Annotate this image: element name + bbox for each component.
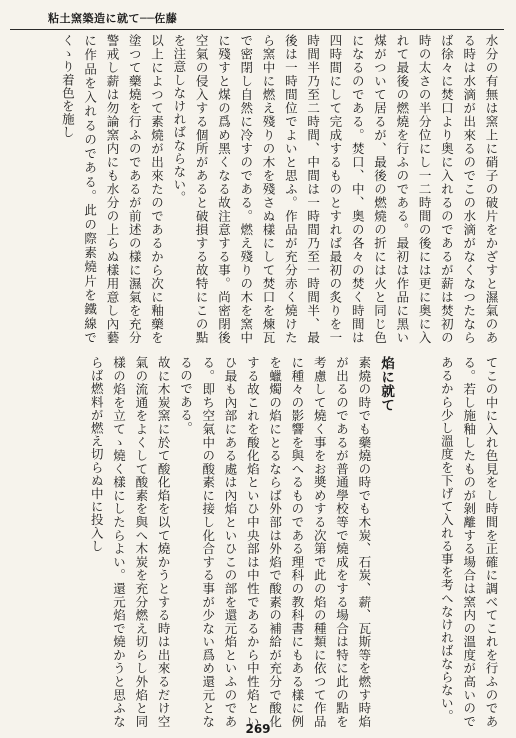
section-heading: 焰に就て [378, 356, 395, 413]
paragraph: 故に木炭窯に於て酸化焰を以て燒かうとする時は出來るだけ空氣の流通をよくして酸素を與へ木炭を充分燃え切らし外焰と同樣の焰を立てゝ燒く樣にしたらよい。還元焰で燒かうと思ふならば燃料が燃え切らぬ中に投入し [89, 356, 172, 728]
page-header [0, 8, 516, 32]
lower-text-block [12, 356, 502, 728]
paragraph: てこの中に入れ色見をし時間を正確に調べてこれを行ふのである。若し施釉したものが剝離する場合は窯内の溫度が高いのであるから少し溫度を下げて入れる事を考へなければならない。 [439, 356, 499, 728]
paragraph: 素燒の時でも藥燒の時でも木炭、石炭、薪、瓦斯等を燃す時焰が出るのであるが普通學校等で燒成をする場合は特に此の點を考慮して燒く事をお奬めする次第で此の焰の種類に依つて作品に種々の影響を與へるものである理科の教科書にもある樣に例を蠟燭の焰にとるならば外部は外焰で酸素の補給が充分で酸化する故これを酸化焰といひ中央部は中性であるから中性焰といひ最も內部にある處は內焰といひこの部を還元焰といふのである。即ち空氣中の酸素に接し化合する事が少ない爲め還元となるのである。 [178, 356, 372, 728]
paragraph: 水分の有無は窯上に硝子の破片をかざすと濕氣のある時は水滴が出來るのでこの水滴がなくなつたならば徐々に焚口より奥に入れるのであるが薪は焚初の時の太さの半分位にし一二時間の後には更に奥に入れて最後の燃燒を行ふのである。最初は作品に黑い煤がついて居るが、最後の燃燒の折には火と同じ色になるのである。焚口、中、奥の各々の焚く時間は四時間にして完成するものとすれば最初の炙りを一時間半乃至二時間、中間は一時間乃至一時間半、最後は一時間位でよいと思ふ。作品が充分赤く燒けたら窯中に燃え殘りの木を殘さぬ樣にして焚口を煉瓦で密閉し自然に冷すのである。燃え殘りの木を窯中に殘すと煤の爲め黑くなる故注意する事。尚密閉後空氣の侵入する個所があると破損する故特にこの點を注意しなければならない。 [171, 34, 499, 344]
paragraph: 以上によつて素燒が出來たのであるから次に釉藥を塗つて藥燒を行ふのであるが前述の樣に濕氣を充分警戒し薪は勿論窯内にも水分の上らぬ樣用意し內藝に作品を入れるのである。此の際素燒片を鐵線でくゝり着色を施し [60, 34, 165, 344]
running-title: 粘土窯築造に就て──佐藤 [48, 12, 178, 25]
upper-text-block [12, 34, 502, 344]
header-rule [10, 29, 504, 30]
page-number: 269 [245, 722, 271, 736]
